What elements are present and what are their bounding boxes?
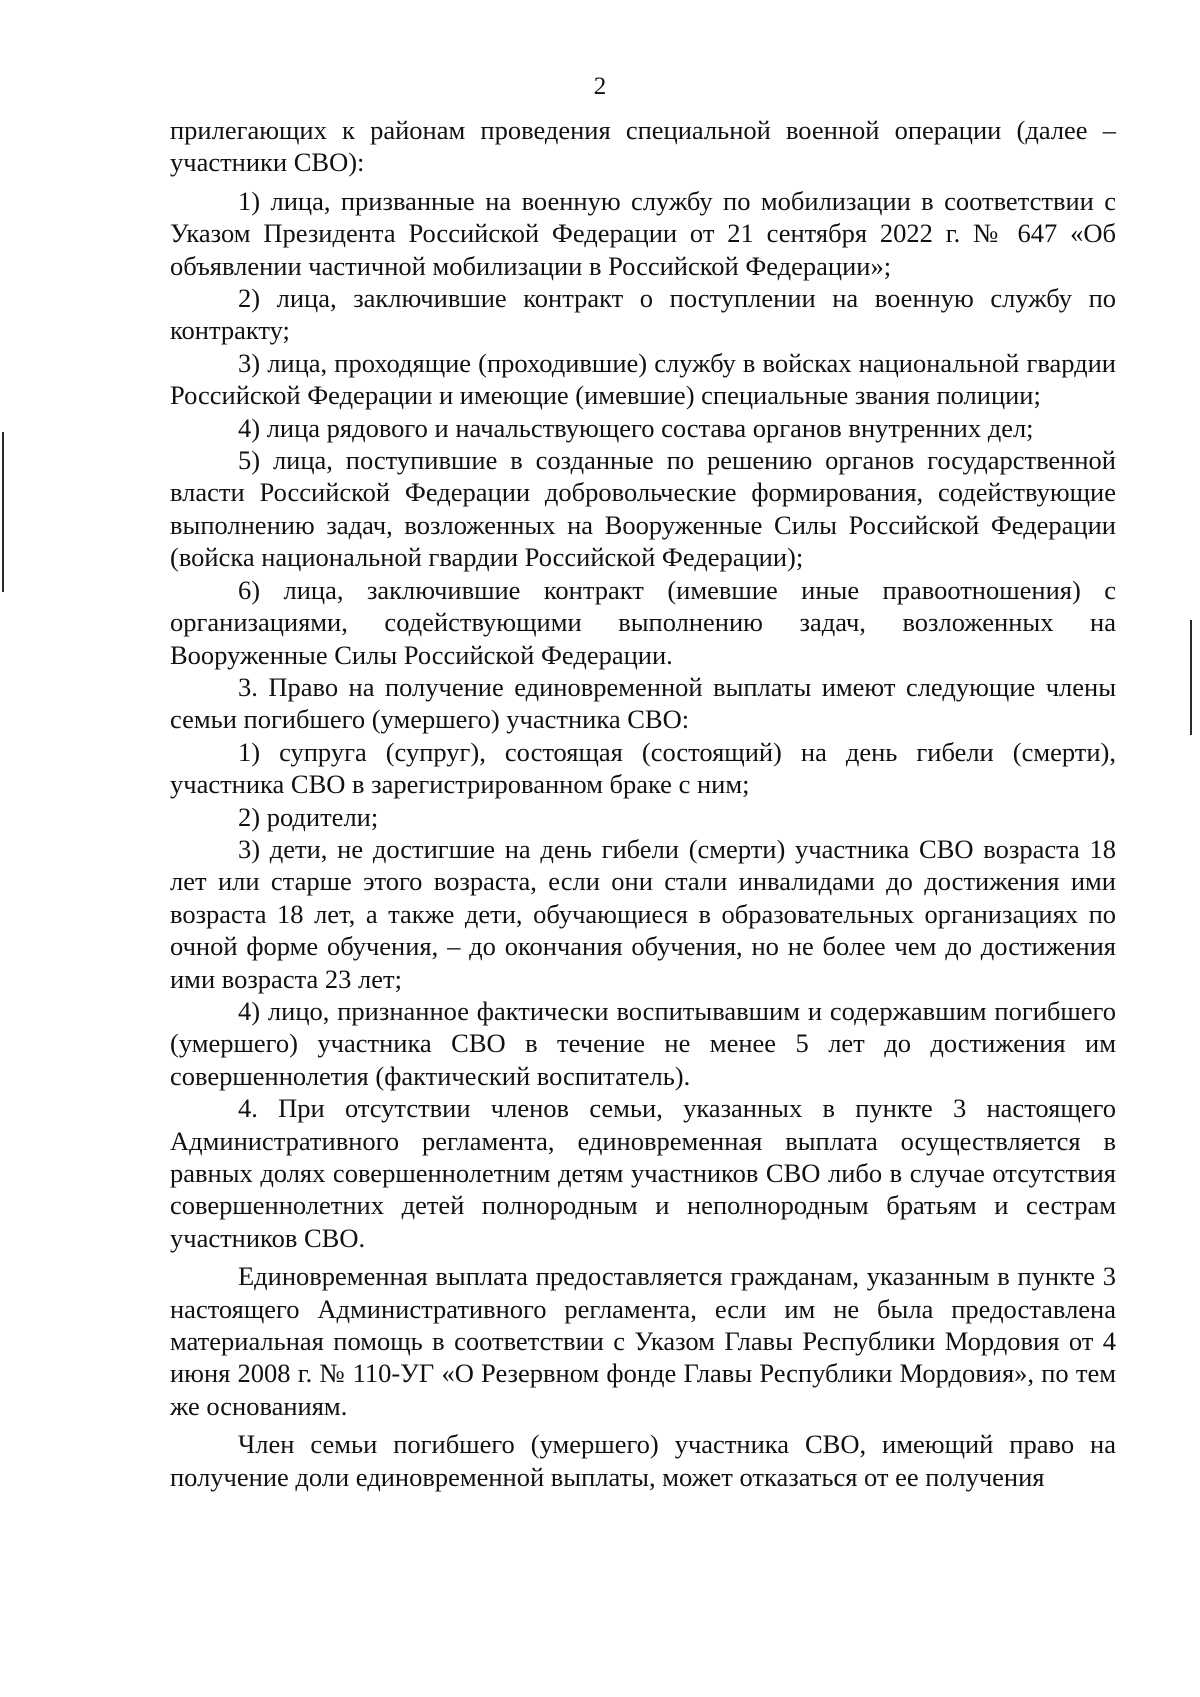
clause-3-heading: 3. Право на получение единовременной выплаты имеют следующие члены семьи погибшего (умершего) участника СВО:	[170, 671, 1116, 735]
document-body	[170, 114, 1116, 1493]
list-item-parents: 2) родители;	[238, 801, 379, 832]
list-item-volunteers: 5) лица, поступившие в созданные по решению органов государственной власти Российской Федерации добровольческие формирования, содействующие выполнению задач, возложенных на Вооруженные Силы Российской Федерации (войска национальной гвардии Российской Федерации);	[170, 445, 1116, 573]
list-item-organizations: 6) лица, заключившие контракт (имевшие иные правоотношения) с организациями, содействующими выполнению задач, возложенных на Вооруженные Силы Российской Федерации.	[170, 574, 1116, 670]
paragraph-continuation: прилегающих к районам проведения специальной военной операции (далее – участники СВО):	[170, 115, 1116, 178]
list-item-contract: 2) лица, заключившие контракт о поступлении на военную службу по контракту;	[170, 283, 1116, 346]
list-item-children: 3) дети, не достигшие на день гибели (смерти) участника СВО возраста 18 лет или старше этого возраста, если они стали инвалидами до достижения ими возраста 18 лет, а также дети, обучающиеся в образовательных организациях по очной форме обучения, – до окончания обучения, но не более чем до достижения ими возраста 23 лет;	[170, 833, 1116, 994]
scan-edge-mark-left	[2, 432, 4, 592]
scan-edge-mark-right	[1190, 620, 1192, 735]
list-item-internal-affairs: 4) лица рядового и начальствующего состава органов внутренних дел;	[238, 412, 1034, 443]
clause-4: 4. При отсутствии членов семьи, указанных в пункте 3 настоящего Административного регламента, единовременная выплата осуществляется в равных долях совершеннолетним детям участников СВО либо в случае отсутствия совершеннолетних детей полнородным и неполнородным братьям и сестрам участников СВО.	[170, 1093, 1116, 1253]
paragraph-refusal: Член семьи погибшего (умершего) участника СВО, имеющий право на получение доли единовременной выплаты, может отказаться от ее получения	[170, 1429, 1116, 1492]
list-item-mobilized: 1) лица, призванные на военную службу по мобилизации в соответствии с Указом Президента Российской Федерации от 21 сентября 2022 г. № 647 «Об объявлении частичной мобилизации в Российской Федерации»;	[170, 185, 1116, 281]
paragraph-payment-condition: Единовременная выплата предоставляется гражданам, указанным в пункте 3 настоящего Административного регламента, если им не была предоставлена материальная помощь в соответствии с Указом Главы Республики Мордовия от 4 июня 2008 г. № 110-УГ «О Резервном фонде Главы Республики Мордовия», по тем же основаниям.	[170, 1261, 1116, 1421]
list-item-guardian: 4) лицо, признанное фактически воспитывавшим и содержавшим погибшего (умершего) участника СВО в течение не менее 5 лет до достижения им совершеннолетия (фактический воспитатель).	[170, 995, 1116, 1091]
list-item-national-guard: 3) лица, проходящие (проходившие) службу в войсках национальной гвардии Российской Федерации и имеющие (имевшие) специальные звания полиции;	[170, 347, 1116, 411]
page-number: 2	[593, 73, 607, 100]
list-item-spouse: 1) супруга (супруг), состоящая (состоящий) на день гибели (смерти), участника СВО в зарегистрированном браке с ним;	[170, 736, 1116, 800]
